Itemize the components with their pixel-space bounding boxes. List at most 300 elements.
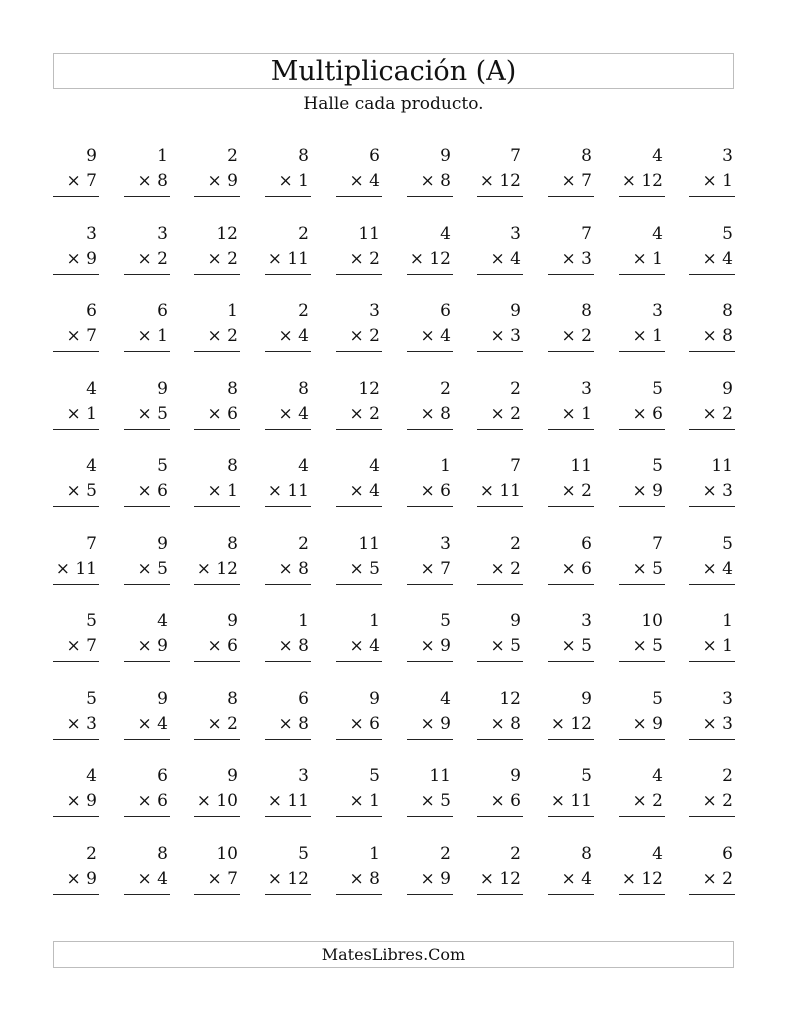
multiplication-problem	[265, 605, 311, 667]
answer-line[interactable]	[336, 351, 382, 352]
multiplier: × 4	[278, 326, 309, 346]
multiplier: × 8	[702, 326, 733, 346]
problem-row	[53, 683, 734, 761]
multiplication-problem	[265, 373, 311, 435]
multiplicand: 5	[440, 611, 451, 631]
multiplier: × 12	[267, 868, 309, 889]
answer-line[interactable]	[265, 894, 311, 895]
multiplicand: 1	[227, 301, 238, 321]
multiplier: × 5	[66, 481, 97, 501]
answer-line[interactable]	[689, 739, 735, 740]
multiplier: × 6	[420, 481, 451, 501]
answer-line[interactable]	[689, 196, 735, 197]
multiplication-problem	[407, 683, 453, 745]
multiplicand: 8	[722, 301, 733, 321]
multiplication-problem	[194, 605, 240, 667]
multiplier: × 2	[349, 403, 380, 424]
multiplier: × 9	[66, 791, 97, 811]
multiplication-problem	[407, 760, 453, 822]
answer-line[interactable]	[194, 816, 240, 817]
multiplication-problem	[477, 528, 523, 590]
answer-line[interactable]	[477, 429, 523, 430]
answer-line[interactable]	[407, 739, 453, 740]
answer-line[interactable]	[265, 739, 311, 740]
multiplication-problem	[265, 838, 311, 900]
multiplier: × 2	[490, 558, 521, 579]
answer-line[interactable]	[336, 506, 382, 507]
answer-line[interactable]	[477, 739, 523, 740]
answer-line[interactable]	[407, 894, 453, 895]
multiplier: × 2	[137, 248, 168, 269]
answer-line[interactable]	[124, 506, 170, 507]
multiplicand: 11	[711, 456, 733, 476]
answer-line[interactable]	[336, 816, 382, 817]
multiplicand: 9	[227, 766, 238, 786]
answer-line[interactable]	[689, 894, 735, 895]
problem-row	[53, 218, 734, 296]
answer-line[interactable]	[548, 894, 594, 895]
multiplicand: 4	[652, 146, 663, 166]
multiplication-problem	[619, 450, 665, 512]
multiplier: × 11	[550, 791, 592, 811]
multiplication-problem	[689, 528, 735, 590]
multiplication-problem	[336, 528, 382, 590]
multiplication-problem	[124, 373, 170, 435]
multiplicand: 8	[227, 378, 238, 399]
multiplier: × 12	[621, 171, 663, 191]
answer-line[interactable]	[407, 661, 453, 662]
answer-line[interactable]	[619, 894, 665, 895]
answer-line[interactable]	[265, 351, 311, 352]
multiplier: × 2	[632, 791, 663, 811]
multiplication-problem	[407, 838, 453, 900]
multiplication-problem	[124, 838, 170, 900]
multiplier: × 11	[267, 481, 309, 501]
answer-line[interactable]	[619, 506, 665, 507]
multiplicand: 4	[86, 456, 97, 476]
multiplication-problem	[124, 683, 170, 745]
multiplicand: 4	[440, 688, 451, 709]
answer-line[interactable]	[124, 429, 170, 430]
answer-line[interactable]	[53, 816, 99, 817]
multiplier: × 10	[196, 791, 238, 811]
multiplication-problem	[689, 373, 735, 435]
multiplier: × 4	[137, 713, 168, 734]
answer-line[interactable]	[407, 351, 453, 352]
multiplication-problem	[548, 373, 594, 435]
multiplicand: 6	[440, 301, 451, 321]
multiplier: × 3	[490, 326, 521, 346]
answer-line[interactable]	[548, 661, 594, 662]
answer-line[interactable]	[548, 351, 594, 352]
answer-line[interactable]	[124, 661, 170, 662]
answer-line[interactable]	[53, 584, 99, 585]
multiplicand: 3	[369, 301, 380, 321]
multiplication-problem	[53, 838, 99, 900]
multiplier: × 4	[349, 481, 380, 501]
multiplier: × 6	[207, 403, 238, 424]
multiplicand: 11	[358, 223, 380, 244]
multiplicand: 8	[227, 533, 238, 554]
answer-line[interactable]	[194, 351, 240, 352]
answer-line[interactable]	[265, 274, 311, 275]
multiplicand: 7	[652, 533, 663, 554]
multiplicand: 3	[440, 533, 451, 554]
multiplication-problem	[477, 760, 523, 822]
answer-line[interactable]	[619, 274, 665, 275]
multiplicand: 10	[216, 843, 238, 864]
multiplicand: 10	[641, 611, 663, 631]
multiplicand: 2	[298, 533, 309, 554]
answer-line[interactable]	[689, 274, 735, 275]
answer-line[interactable]	[194, 506, 240, 507]
multiplication-problem	[619, 218, 665, 280]
multiplication-problem	[194, 450, 240, 512]
answer-line[interactable]	[336, 894, 382, 895]
answer-line[interactable]	[53, 196, 99, 197]
multiplicand: 4	[369, 456, 380, 476]
answer-line[interactable]	[124, 351, 170, 352]
answer-line[interactable]	[689, 584, 735, 585]
multiplier: × 7	[66, 326, 97, 346]
multiplicand: 12	[499, 688, 521, 709]
answer-line[interactable]	[619, 584, 665, 585]
answer-line[interactable]	[477, 274, 523, 275]
answer-line[interactable]	[548, 584, 594, 585]
multiplication-problem	[53, 683, 99, 745]
multiplier: × 9	[632, 481, 663, 501]
multiplier: × 5	[420, 791, 451, 811]
footer-box	[53, 941, 734, 968]
answer-line[interactable]	[124, 816, 170, 817]
multiplicand: 9	[510, 301, 521, 321]
multiplication-problem	[477, 295, 523, 357]
multiplication-problem	[53, 295, 99, 357]
multiplication-problem	[265, 218, 311, 280]
multiplication-problem	[336, 605, 382, 667]
problem-row	[53, 450, 734, 528]
answer-line[interactable]	[53, 429, 99, 430]
multiplier: × 8	[137, 171, 168, 191]
multiplication-problem	[548, 528, 594, 590]
multiplicand: 4	[298, 456, 309, 476]
answer-line[interactable]	[53, 894, 99, 895]
multiplicand: 8	[298, 146, 309, 166]
multiplier: × 1	[702, 171, 733, 191]
multiplicand: 2	[510, 378, 521, 399]
multiplicand: 9	[157, 533, 168, 554]
multiplication-problem	[124, 605, 170, 667]
multiplication-problem	[548, 838, 594, 900]
answer-line[interactable]	[336, 196, 382, 197]
multiplier: × 8	[349, 868, 380, 889]
multiplicand: 9	[157, 688, 168, 709]
answer-line[interactable]	[194, 894, 240, 895]
multiplication-problem	[548, 450, 594, 512]
answer-line[interactable]	[619, 429, 665, 430]
answer-line[interactable]	[265, 196, 311, 197]
multiplicand: 3	[652, 301, 663, 321]
problem-row	[53, 605, 734, 683]
multiplier: × 12	[479, 868, 521, 889]
multiplicand: 8	[298, 378, 309, 399]
answer-line[interactable]	[124, 584, 170, 585]
multiplicand: 12	[216, 223, 238, 244]
answer-line[interactable]	[53, 274, 99, 275]
multiplication-problem	[124, 528, 170, 590]
answer-line[interactable]	[548, 506, 594, 507]
multiplication-problem	[548, 683, 594, 745]
answer-line[interactable]	[53, 506, 99, 507]
answer-line[interactable]	[548, 429, 594, 430]
answer-line[interactable]	[336, 429, 382, 430]
multiplication-problem	[407, 373, 453, 435]
multiplier: × 6	[137, 481, 168, 501]
multiplication-problem	[689, 218, 735, 280]
multiplication-problem	[53, 605, 99, 667]
multiplier: × 7	[207, 868, 238, 889]
multiplier: × 7	[420, 558, 451, 579]
multiplier: × 6	[490, 791, 521, 811]
multiplier: × 2	[561, 481, 592, 501]
multiplication-problem	[124, 140, 170, 202]
multiplier: × 8	[490, 713, 521, 734]
answer-line[interactable]	[265, 584, 311, 585]
multiplicand: 3	[86, 223, 97, 244]
answer-line[interactable]	[477, 196, 523, 197]
multiplication-problem	[53, 450, 99, 512]
answer-line[interactable]	[53, 661, 99, 662]
multiplier: × 8	[278, 636, 309, 656]
multiplier: × 9	[207, 171, 238, 191]
answer-line[interactable]	[265, 506, 311, 507]
multiplicand: 11	[358, 533, 380, 554]
answer-line[interactable]	[689, 506, 735, 507]
multiplication-problem	[689, 450, 735, 512]
multiplication-problem	[689, 140, 735, 202]
multiplicand: 6	[86, 301, 97, 321]
answer-line[interactable]	[689, 351, 735, 352]
multiplication-problem	[477, 140, 523, 202]
multiplication-problem	[336, 450, 382, 512]
answer-line[interactable]	[619, 351, 665, 352]
answer-line[interactable]	[477, 506, 523, 507]
answer-line[interactable]	[619, 196, 665, 197]
multiplication-problem	[477, 605, 523, 667]
multiplicand: 4	[652, 223, 663, 244]
answer-line[interactable]	[265, 661, 311, 662]
answer-line[interactable]	[124, 894, 170, 895]
multiplier: × 7	[561, 171, 592, 191]
multiplier: × 1	[702, 636, 733, 656]
answer-line[interactable]	[619, 739, 665, 740]
answer-line[interactable]	[689, 816, 735, 817]
multiplicand: 6	[722, 843, 733, 864]
answer-line[interactable]	[477, 661, 523, 662]
multiplier: × 6	[632, 403, 663, 424]
multiplier: × 11	[267, 248, 309, 269]
multiplication-problem	[336, 218, 382, 280]
multiplier: × 2	[702, 403, 733, 424]
multiplication-problem	[124, 760, 170, 822]
multiplication-problem	[336, 140, 382, 202]
problem-row	[53, 760, 734, 838]
answer-line[interactable]	[619, 661, 665, 662]
answer-line[interactable]	[477, 351, 523, 352]
answer-line[interactable]	[336, 661, 382, 662]
multiplicand: 6	[298, 688, 309, 709]
multiplier: × 2	[207, 326, 238, 346]
multiplication-problem	[265, 295, 311, 357]
answer-line[interactable]	[194, 584, 240, 585]
multiplication-problem	[619, 760, 665, 822]
answer-line[interactable]	[407, 584, 453, 585]
multiplicand: 12	[358, 378, 380, 399]
answer-line[interactable]	[194, 196, 240, 197]
multiplier: × 12	[621, 868, 663, 889]
answer-line[interactable]	[619, 816, 665, 817]
multiplier: × 1	[137, 326, 168, 346]
multiplication-problem	[619, 838, 665, 900]
answer-line[interactable]	[336, 584, 382, 585]
multiplicand: 5	[652, 456, 663, 476]
answer-line[interactable]	[407, 429, 453, 430]
worksheet-title: Multiplicación (A)	[270, 55, 517, 87]
multiplication-problem	[265, 683, 311, 745]
answer-line[interactable]	[548, 739, 594, 740]
multiplicand: 9	[722, 378, 733, 399]
multiplier: × 7	[66, 171, 97, 191]
multiplicand: 9	[581, 688, 592, 709]
multiplicand: 2	[86, 843, 97, 864]
multiplicand: 5	[157, 456, 168, 476]
multiplier: × 9	[420, 636, 451, 656]
multiplicand: 9	[440, 146, 451, 166]
answer-line[interactable]	[53, 351, 99, 352]
multiplication-problem	[336, 373, 382, 435]
multiplier: × 5	[632, 636, 663, 656]
answer-line[interactable]	[689, 661, 735, 662]
answer-line[interactable]	[407, 274, 453, 275]
multiplication-problem	[53, 140, 99, 202]
multiplication-problem	[124, 295, 170, 357]
answer-line[interactable]	[194, 274, 240, 275]
answer-line[interactable]	[124, 274, 170, 275]
multiplicand: 3	[581, 611, 592, 631]
multiplication-problem	[53, 373, 99, 435]
multiplicand: 8	[227, 688, 238, 709]
answer-line[interactable]	[477, 894, 523, 895]
answer-line[interactable]	[407, 506, 453, 507]
multiplicand: 1	[369, 843, 380, 864]
multiplicand: 1	[298, 611, 309, 631]
multiplication-problem	[336, 760, 382, 822]
answer-line[interactable]	[477, 584, 523, 585]
multiplier: × 4	[278, 403, 309, 424]
answer-line[interactable]	[194, 661, 240, 662]
multiplicand: 5	[722, 533, 733, 554]
multiplier: × 11	[267, 791, 309, 811]
multiplicand: 11	[570, 456, 592, 476]
multiplicand: 9	[369, 688, 380, 709]
multiplicand: 3	[157, 223, 168, 244]
multiplier: × 12	[196, 558, 238, 579]
multiplier: × 8	[278, 558, 309, 579]
multiplication-problem	[619, 605, 665, 667]
answer-line[interactable]	[477, 816, 523, 817]
multiplication-problem	[265, 760, 311, 822]
multiplier: × 4	[420, 326, 451, 346]
multiplier: × 4	[561, 868, 592, 889]
multiplier: × 2	[702, 868, 733, 889]
multiplicand: 3	[581, 378, 592, 399]
multiplication-problem	[194, 683, 240, 745]
multiplier: × 5	[137, 558, 168, 579]
multiplier: × 5	[632, 558, 663, 579]
multiplicand: 1	[369, 611, 380, 631]
multiplicand: 4	[86, 766, 97, 786]
answer-line[interactable]	[407, 816, 453, 817]
multiplier: × 2	[349, 248, 380, 269]
answer-line[interactable]	[548, 274, 594, 275]
answer-line[interactable]	[124, 196, 170, 197]
multiplier: × 8	[420, 171, 451, 191]
answer-line[interactable]	[194, 739, 240, 740]
answer-line[interactable]	[689, 429, 735, 430]
multiplication-problem	[477, 218, 523, 280]
multiplier: × 1	[278, 171, 309, 191]
multiplication-problem	[124, 218, 170, 280]
answer-line[interactable]	[53, 739, 99, 740]
answer-line[interactable]	[194, 429, 240, 430]
multiplication-problem	[407, 528, 453, 590]
worksheet-title-box	[53, 53, 734, 89]
multiplier: × 9	[632, 713, 663, 734]
multiplicand: 4	[652, 843, 663, 864]
multiplication-problem	[53, 528, 99, 590]
multiplier: × 9	[66, 248, 97, 269]
multiplicand: 5	[86, 688, 97, 709]
multiplier: × 2	[349, 326, 380, 346]
multiplication-problem	[407, 605, 453, 667]
multiplicand: 8	[581, 301, 592, 321]
multiplicand: 3	[722, 688, 733, 709]
multiplicand: 4	[652, 766, 663, 786]
answer-line[interactable]	[265, 429, 311, 430]
multiplication-problem	[53, 218, 99, 280]
multiplicand: 1	[157, 146, 168, 166]
answer-line[interactable]	[548, 816, 594, 817]
multiplier: × 3	[561, 248, 592, 269]
answer-line[interactable]	[407, 196, 453, 197]
multiplier: × 4	[702, 558, 733, 579]
multiplication-problem	[477, 450, 523, 512]
answer-line[interactable]	[336, 274, 382, 275]
answer-line[interactable]	[124, 739, 170, 740]
multiplier: × 11	[479, 481, 521, 501]
answer-line[interactable]	[336, 739, 382, 740]
multiplier: × 2	[561, 326, 592, 346]
multiplier: × 6	[349, 713, 380, 734]
multiplier: × 6	[207, 636, 238, 656]
answer-line[interactable]	[265, 816, 311, 817]
multiplication-problem	[194, 373, 240, 435]
answer-line[interactable]	[548, 196, 594, 197]
multiplicand: 9	[157, 378, 168, 399]
footer-site-name: MatesLibres.Com	[321, 945, 466, 964]
multiplication-problem	[194, 140, 240, 202]
multiplier: × 4	[137, 868, 168, 889]
